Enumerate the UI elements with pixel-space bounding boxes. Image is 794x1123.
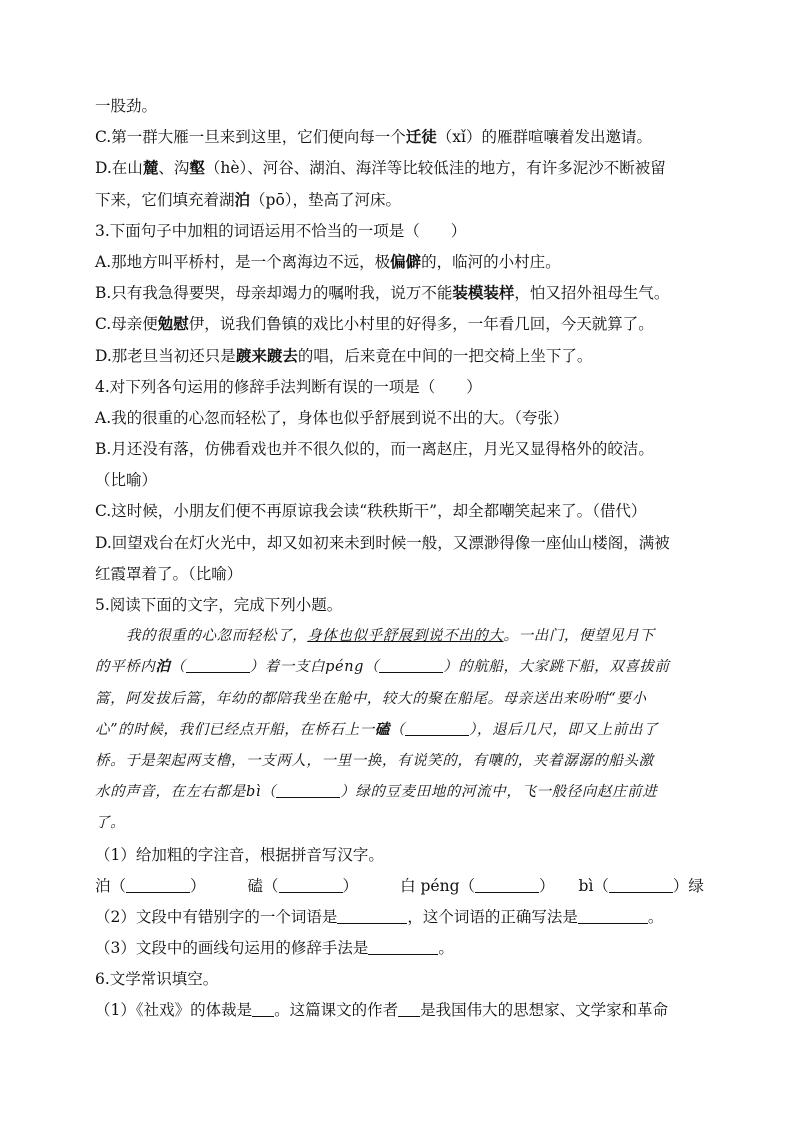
text: 泊（ <box>95 876 127 895</box>
text: B.月还没有落，仿佛看戏也并不很久似的，而一离赵庄，月光又显得格外的皎洁。 <box>95 440 654 459</box>
text: A.那地方叫平桥村，是一个离海边不远，极 <box>95 252 391 271</box>
text: D.回望戏台在灯火光中，却又如初来未到时候一般，又漂渺得像一座仙山楼阁，满被 <box>95 533 670 552</box>
text: （ <box>170 659 186 676</box>
text: 红霞罩着了。（比喻） <box>95 564 243 583</box>
option-b <box>95 281 707 305</box>
text: bì（ <box>578 876 609 895</box>
passage-line <box>95 655 707 679</box>
answer-blank[interactable] <box>405 720 469 736</box>
text: （1）给加粗的字注音，根据拼音写汉字。 <box>95 845 384 864</box>
text: 了。 <box>95 815 126 832</box>
text-line <box>95 94 707 118</box>
pinyin: bì <box>246 784 262 801</box>
bold-word: 迁徒 <box>405 127 437 147</box>
question-6 <box>95 967 707 991</box>
text: ） <box>539 876 555 895</box>
text: （ <box>261 784 277 801</box>
text-line <box>95 468 707 492</box>
answer-blank[interactable] <box>252 1001 274 1017</box>
answer-blank[interactable] <box>368 939 438 955</box>
bold-word: 勉慰 <box>157 314 189 334</box>
answer-row <box>95 874 707 898</box>
text: 、沟 <box>158 159 190 178</box>
option-a <box>95 250 707 274</box>
bold-word: 泊 <box>234 189 251 209</box>
text: 的唱，后来竟在中间的一把交椅上坐下了。 <box>297 346 593 365</box>
text: ）绿的豆麦田地的河流中，飞一般径向赵庄前进 <box>340 784 658 801</box>
text: 的平桥内 <box>95 659 156 676</box>
text: 磕（ <box>247 876 279 895</box>
text: ，怕又招外祖母生气。 <box>514 284 670 303</box>
option-d <box>95 344 707 368</box>
bold-word: 泊 <box>155 658 171 676</box>
passage-line <box>95 687 707 711</box>
text: 伊，说我们鲁镇的戏比小村里的好得多，一年看几回，今天就算了。 <box>188 315 654 334</box>
bold-word: 麓 <box>142 158 159 178</box>
text: 。 <box>647 907 664 926</box>
text: 4.对下列各句运用的修辞手法判断有误的一项是（ ） <box>95 377 482 396</box>
text: 5.阅读下面的文字，完成下列小题。 <box>95 596 343 614</box>
text: 是我国伟大的思想家、文学家和革命 <box>420 1001 669 1020</box>
option-c <box>95 312 707 336</box>
answer-blank[interactable] <box>609 877 673 893</box>
text: D.在山 <box>95 159 143 178</box>
text-line <box>95 188 707 212</box>
text: 水的声音，在左右都是 <box>95 784 246 801</box>
option-d <box>95 531 707 555</box>
text: C.母亲便 <box>95 315 158 334</box>
text: ） <box>190 876 206 895</box>
question-4 <box>95 375 707 399</box>
text: （ <box>389 721 406 738</box>
sub-question-2 <box>95 905 707 929</box>
answer-blank[interactable] <box>578 908 648 924</box>
passage-line <box>95 718 707 742</box>
text: C.第一群大雁一旦来到这里，它们便向每一个 <box>95 128 406 147</box>
sub-question-6-1 <box>95 998 707 1022</box>
bold-word: 壑 <box>189 158 205 178</box>
bold-word: 偏僻 <box>390 251 422 271</box>
text: ）的航船，大家跳下船，双喜拔前 <box>443 659 670 676</box>
text: B.只有我急得要哭，母亲却竭力的嘱咐我，说万不能 <box>95 284 453 303</box>
answer-blank[interactable] <box>279 877 343 893</box>
text: （比喻） <box>95 471 158 490</box>
pinyin: péng <box>325 659 365 676</box>
text: （xǐ）的雁群喧嚷着发出邀请。 <box>436 128 652 147</box>
passage-line <box>95 749 707 773</box>
text: （hè）、河谷、湖泊、海洋等比较低洼的地方，有许多泥沙不断被留 <box>204 159 666 178</box>
bold-word: 装模装样 <box>452 283 515 303</box>
text: 的，临河的小村庄。 <box>421 252 561 271</box>
option-d <box>95 156 707 180</box>
text: （ <box>364 659 380 676</box>
text: 篙，阿发拔后篙，年幼的都陪我坐在舱中，较大的聚在船尾。母亲送出来吩咐“要小 <box>95 690 647 707</box>
answer-blank[interactable] <box>398 1001 420 1017</box>
text: 桥。于是架起两支橹，一支两人，一里一换，有说笑的，有嚷的，夹着潺潺的船头激 <box>95 752 654 769</box>
document-page <box>95 94 707 1030</box>
text: ） <box>342 876 359 895</box>
text: （pō），垫高了河床。 <box>250 190 402 209</box>
text: 6.文学常识填空。 <box>95 970 219 989</box>
text: 3.下面句子中加粗的词语运用不恰当的一项是（ ） <box>95 221 467 240</box>
question-5 <box>95 593 707 617</box>
text: A.我的很重的心忽而轻松了，身体也似乎舒展到说不出的大。（夸张） <box>95 408 569 427</box>
option-c <box>95 125 707 149</box>
passage-line <box>95 780 707 804</box>
underlined-sentence: 身体也似乎舒展到说不出的大 <box>307 628 504 645</box>
text: D.那老旦当初还只是 <box>95 346 236 365</box>
text: 下来，它们填充着湖 <box>95 190 235 209</box>
bold-word: 磕 <box>374 720 390 738</box>
passage-line <box>95 624 707 648</box>
text: （3）文段中的画线句运用的修辞手法是 <box>95 939 369 958</box>
bold-word: 踱来踱去 <box>235 345 298 365</box>
option-a <box>95 406 707 430</box>
question-3 <box>95 219 707 243</box>
sub-question-1 <box>95 843 707 867</box>
text: （2）文段中有错别字的一个词语是 <box>95 907 338 926</box>
text: ，这个词语的正确写法是 <box>407 907 578 926</box>
text: ）绿 <box>672 876 704 895</box>
answer-blank[interactable] <box>126 877 190 893</box>
text-line <box>95 562 707 586</box>
text: 。这篇课文的作者 <box>274 1001 399 1020</box>
text: 一股劲。 <box>95 97 158 115</box>
answer-blank[interactable] <box>475 877 539 893</box>
option-b <box>95 437 707 461</box>
option-c <box>95 499 707 523</box>
text: C.这时候，小朋友们便不再原谅我会读“秩秩斯干”，却全都嘲笑起来了。（借代） <box>95 502 647 521</box>
answer-blank[interactable] <box>337 908 407 924</box>
text: ），退后几尺，即又上前出了 <box>469 721 659 738</box>
sub-question-3 <box>95 936 707 960</box>
text: 我的很重的心忽而轻松了， <box>126 628 308 645</box>
text: 。一出门，便望见月下 <box>503 628 655 645</box>
text: 。 <box>438 939 454 958</box>
text: （1）《社戏》的体裁是 <box>95 1001 253 1020</box>
passage-line <box>95 811 707 835</box>
answer-blank[interactable] <box>186 657 250 673</box>
text: ）着一支白 <box>249 659 326 676</box>
answer-blank[interactable] <box>276 782 340 798</box>
text: 白 péng（ <box>400 876 475 895</box>
text: 心”的时候，我们已经点开船，在桥石上一 <box>95 721 375 738</box>
answer-blank[interactable] <box>379 657 443 673</box>
